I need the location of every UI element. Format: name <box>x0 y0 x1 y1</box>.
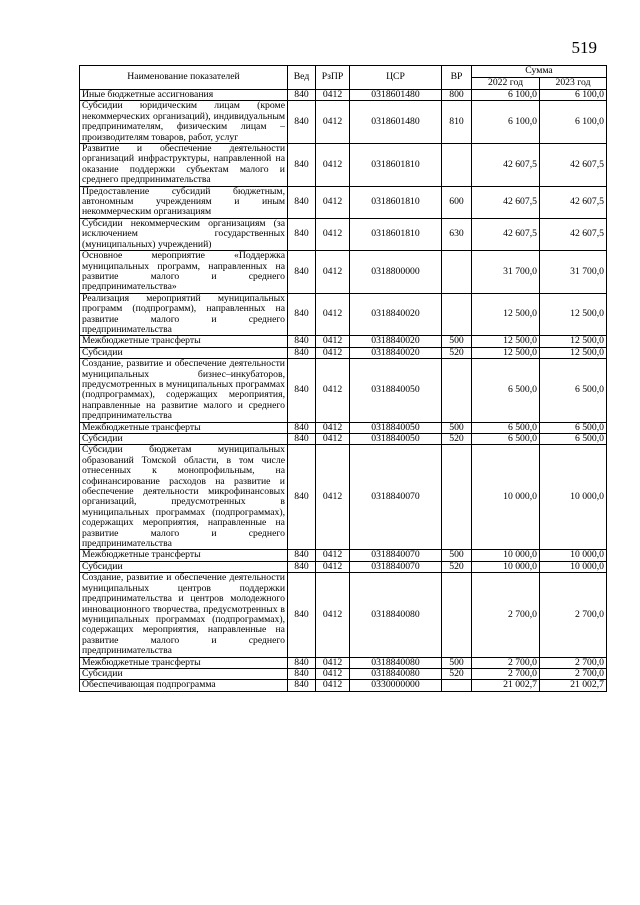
col-header-2022: 2022 год <box>472 78 540 90</box>
cell-name: Предоставление субсидий бюджетным, автономным учреждениям и иным некоммерческим организациям <box>80 186 288 218</box>
cell-sum-2023: 6 100,0 <box>540 90 607 101</box>
cell-csr: 0318840050 <box>350 434 442 445</box>
cell-rzpr: 0412 <box>316 573 350 657</box>
cell-ved: 840 <box>288 347 316 358</box>
cell-sum-2023: 42 607,5 <box>540 144 607 187</box>
cell-ved: 840 <box>288 218 316 250</box>
cell-name: Субсидии <box>80 561 288 572</box>
cell-rzpr: 0412 <box>316 668 350 679</box>
table-row <box>80 251 607 294</box>
cell-name: Основное мероприятие «Поддержка муниципальных программ, направленных на развитие малого и среднего предпринимательства» <box>80 251 288 294</box>
cell-ved: 840 <box>288 186 316 218</box>
cell-csr: 0318840080 <box>350 573 442 657</box>
cell-sum-2022: 12 500,0 <box>472 347 540 358</box>
cell-rzpr: 0412 <box>316 680 350 691</box>
cell-vr <box>442 680 472 691</box>
cell-sum-2022: 2 700,0 <box>472 668 540 679</box>
table-row <box>80 422 607 433</box>
cell-sum-2022: 6 500,0 <box>472 422 540 433</box>
cell-vr: 500 <box>442 657 472 668</box>
cell-ved: 840 <box>288 434 316 445</box>
cell-ved: 840 <box>288 680 316 691</box>
cell-vr: 520 <box>442 561 472 572</box>
table-body <box>80 90 607 692</box>
cell-csr: 0318601810 <box>350 144 442 187</box>
cell-sum-2023: 42 607,5 <box>540 218 607 250</box>
table-row <box>80 186 607 218</box>
cell-vr: 520 <box>442 347 472 358</box>
table-row <box>80 144 607 187</box>
cell-sum-2023: 21 002,7 <box>540 680 607 691</box>
table-row <box>80 680 607 691</box>
cell-rzpr: 0412 <box>316 657 350 668</box>
cell-sum-2022: 6 100,0 <box>472 90 540 101</box>
cell-ved: 840 <box>288 573 316 657</box>
cell-vr: 810 <box>442 101 472 144</box>
cell-csr: 0318840020 <box>350 336 442 347</box>
cell-name: Субсидии <box>80 668 288 679</box>
cell-name: Межбюджетные трансферты <box>80 422 288 433</box>
cell-ved: 840 <box>288 561 316 572</box>
cell-csr: 0318840050 <box>350 422 442 433</box>
cell-name: Межбюджетные трансферты <box>80 550 288 561</box>
cell-sum-2023: 6 500,0 <box>540 359 607 422</box>
cell-csr: 0318800000 <box>350 251 442 294</box>
cell-sum-2023: 2 700,0 <box>540 573 607 657</box>
cell-vr <box>442 445 472 550</box>
cell-vr: 800 <box>442 90 472 101</box>
cell-csr: 0318840070 <box>350 445 442 550</box>
cell-csr: 0318840070 <box>350 550 442 561</box>
cell-name: Межбюджетные трансферты <box>80 657 288 668</box>
cell-name: Обеспечивающая подпрограмма <box>80 680 288 691</box>
cell-vr: 520 <box>442 668 472 679</box>
cell-name: Субсидии юридическим лицам (кроме некоммерческих организаций), индивидуальным предпринимателям, физическим лицам – производителям товаров, работ, услуг <box>80 101 288 144</box>
cell-rzpr: 0412 <box>316 336 350 347</box>
cell-csr: 0330000000 <box>350 680 442 691</box>
cell-sum-2023: 12 500,0 <box>540 293 607 336</box>
cell-sum-2022: 21 002,7 <box>472 680 540 691</box>
cell-rzpr: 0412 <box>316 434 350 445</box>
cell-vr <box>442 293 472 336</box>
cell-rzpr: 0412 <box>316 186 350 218</box>
cell-name: Развитие и обеспечение деятельности организаций инфраструктуры, направленной на оказание поддержки субъектам малого и среднего предпринимательства <box>80 144 288 187</box>
cell-sum-2022: 6 500,0 <box>472 359 540 422</box>
cell-sum-2022: 10 000,0 <box>472 550 540 561</box>
cell-name: Субсидии некоммерческим организациям (за исключением государственных (муниципальных) учреждений) <box>80 218 288 250</box>
cell-name: Реализация мероприятий муниципальных программ (подпрограмм), направленных на развитие малого и среднего предпринимательства <box>80 293 288 336</box>
cell-sum-2022: 2 700,0 <box>472 573 540 657</box>
cell-sum-2022: 10 000,0 <box>472 561 540 572</box>
cell-name: Создание, развитие и обеспечение деятельности муниципальных бизнес–инкубаторов, предусмотренных в муниципальных программах (подпрограммах), содержащих мероприятия, направленные на развитие малого и среднего предпринимательства <box>80 359 288 422</box>
table-row <box>80 359 607 422</box>
cell-name: Субсидии <box>80 347 288 358</box>
cell-sum-2023: 42 607,5 <box>540 186 607 218</box>
cell-ved: 840 <box>288 90 316 101</box>
cell-vr: 500 <box>442 550 472 561</box>
cell-sum-2022: 6 500,0 <box>472 434 540 445</box>
cell-sum-2023: 6 500,0 <box>540 422 607 433</box>
cell-ved: 840 <box>288 251 316 294</box>
cell-vr <box>442 573 472 657</box>
table-row <box>80 445 607 550</box>
cell-sum-2023: 10 000,0 <box>540 445 607 550</box>
cell-sum-2022: 6 100,0 <box>472 101 540 144</box>
table-row <box>80 293 607 336</box>
cell-sum-2023: 2 700,0 <box>540 668 607 679</box>
cell-sum-2022: 12 500,0 <box>472 293 540 336</box>
cell-csr: 0318840020 <box>350 293 442 336</box>
cell-name: Межбюджетные трансферты <box>80 336 288 347</box>
table-row <box>80 347 607 358</box>
cell-csr: 0318601810 <box>350 218 442 250</box>
table-row <box>80 573 607 657</box>
cell-ved: 840 <box>288 445 316 550</box>
col-header-sum: Сумма <box>472 66 607 78</box>
cell-name: Субсидии <box>80 434 288 445</box>
page-number: 519 <box>571 38 597 57</box>
table-row <box>80 434 607 445</box>
cell-csr: 0318601810 <box>350 186 442 218</box>
cell-vr: 600 <box>442 186 472 218</box>
cell-sum-2022: 2 700,0 <box>472 657 540 668</box>
cell-vr: 520 <box>442 434 472 445</box>
cell-rzpr: 0412 <box>316 293 350 336</box>
table-row <box>80 668 607 679</box>
cell-rzpr: 0412 <box>316 359 350 422</box>
cell-rzpr: 0412 <box>316 445 350 550</box>
table-row <box>80 550 607 561</box>
cell-sum-2023: 12 500,0 <box>540 336 607 347</box>
cell-vr <box>442 359 472 422</box>
cell-sum-2023: 2 700,0 <box>540 657 607 668</box>
col-header-name: Наименование показателей <box>80 66 288 90</box>
table-row <box>80 657 607 668</box>
cell-sum-2022: 31 700,0 <box>472 251 540 294</box>
col-header-2023: 2023 год <box>540 78 607 90</box>
cell-rzpr: 0412 <box>316 422 350 433</box>
cell-sum-2022: 42 607,5 <box>472 186 540 218</box>
cell-csr: 0318840020 <box>350 347 442 358</box>
cell-csr: 0318601480 <box>350 101 442 144</box>
cell-rzpr: 0412 <box>316 144 350 187</box>
cell-name: Создание, развитие и обеспечение деятельности муниципальных центров поддержки предпринимательства и центров молодежного инновационного творчества, предусмотренных в муниципальных программах (подпрограммах), содержащих мероприятия, направленные на развитие малого и среднего предпринимательства <box>80 573 288 657</box>
cell-sum-2023: 10 000,0 <box>540 550 607 561</box>
cell-ved: 840 <box>288 657 316 668</box>
cell-vr: 630 <box>442 218 472 250</box>
col-header-vr: ВР <box>442 66 472 90</box>
budget-table <box>79 65 607 692</box>
cell-csr: 0318840050 <box>350 359 442 422</box>
cell-sum-2022: 42 607,5 <box>472 218 540 250</box>
cell-sum-2023: 6 100,0 <box>540 101 607 144</box>
cell-sum-2022: 10 000,0 <box>472 445 540 550</box>
cell-rzpr: 0412 <box>316 90 350 101</box>
cell-csr: 0318840080 <box>350 668 442 679</box>
cell-rzpr: 0412 <box>316 218 350 250</box>
cell-rzpr: 0412 <box>316 101 350 144</box>
cell-sum-2022: 12 500,0 <box>472 336 540 347</box>
cell-ved: 840 <box>288 336 316 347</box>
cell-rzpr: 0412 <box>316 550 350 561</box>
cell-sum-2022: 42 607,5 <box>472 144 540 187</box>
cell-ved: 840 <box>288 668 316 679</box>
table-row <box>80 561 607 572</box>
cell-sum-2023: 31 700,0 <box>540 251 607 294</box>
cell-vr <box>442 251 472 294</box>
cell-vr: 500 <box>442 336 472 347</box>
cell-ved: 840 <box>288 293 316 336</box>
cell-sum-2023: 12 500,0 <box>540 347 607 358</box>
cell-csr: 0318601480 <box>350 90 442 101</box>
cell-csr: 0318840080 <box>350 657 442 668</box>
cell-name: Субсидии бюджетам муниципальных образований Томской области, в том числе отнесенных к монопрофильным, на софинансирование расходов на развитие и обеспечение деятельности микрофинансовых организаций, предусмотренных в муниципальных программах (подпрограммах), содержащих мероприятия, направленные на развитие малого и среднего предпринимательства <box>80 445 288 550</box>
cell-sum-2023: 10 000,0 <box>540 561 607 572</box>
cell-ved: 840 <box>288 359 316 422</box>
table-row <box>80 218 607 250</box>
col-header-rzpr: РзПР <box>316 66 350 90</box>
cell-vr: 500 <box>442 422 472 433</box>
table-row <box>80 90 607 101</box>
cell-ved: 840 <box>288 101 316 144</box>
table-row <box>80 336 607 347</box>
cell-vr <box>442 144 472 187</box>
cell-name: Иные бюджетные ассигнования <box>80 90 288 101</box>
cell-ved: 840 <box>288 550 316 561</box>
col-header-ved: Вед <box>288 66 316 90</box>
cell-rzpr: 0412 <box>316 347 350 358</box>
cell-csr: 0318840070 <box>350 561 442 572</box>
cell-sum-2023: 6 500,0 <box>540 434 607 445</box>
cell-ved: 840 <box>288 422 316 433</box>
cell-rzpr: 0412 <box>316 561 350 572</box>
cell-ved: 840 <box>288 144 316 187</box>
table-row <box>80 101 607 144</box>
col-header-csr: ЦСР <box>350 66 442 90</box>
cell-rzpr: 0412 <box>316 251 350 294</box>
